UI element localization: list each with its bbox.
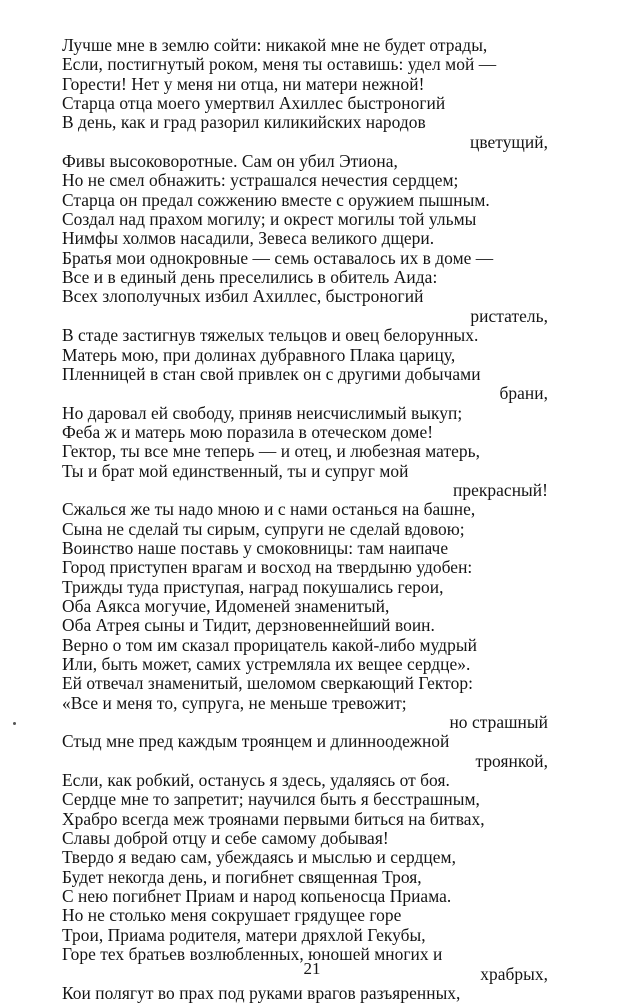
poem-line: Пленницей в стан свой привлек он с другими добычами [62,363,481,384]
poem-line: Лучше мне в землю сойти: никакой мне не будет отрады, [62,35,488,55]
poem-line: Горе тех братьев возлюбленных, юношей многих и [62,944,443,965]
poem-line: Феба ж и матерь мою поразила в отеческом доме! [62,421,434,442]
poem-line: Сжалься же ты надо мною и с нами останься на башне, [62,499,476,520]
poem-line: Оба Атрея сыны и Тидит, дерзновеннейший воин. [62,615,435,636]
poem-line: Всех злополучных избил Ахиллес, быстроногий [62,286,424,307]
poem-line: Верно о том им сказал прорицатель какой-либо мудрый [62,634,477,655]
poem-line: Будет некогда день, и погибнет священная Троя, [62,866,422,887]
poem-line-continuation: ристатель, [470,305,548,326]
scan-speck [13,722,16,725]
poem-line: Но не смел обнажить: устрашался нечестия сердцем; [62,170,459,191]
poem-line-continuation: цветущий, [469,131,548,152]
poem-line: Трои, Приама родителя, матери дряхлой Гекубы, [62,924,426,945]
poem-line: Гектор, ты все мне теперь — и отец, и любезная матерь, [62,441,481,462]
poem-line: Кои полягут во прах под руками врагов разъяренных, [62,982,461,1003]
poem-line: Старца он предал сожжению вместе с оружием пышным. [62,189,490,210]
poem-line: Стыд мне пред каждым троянцем и длинноодежной [62,731,450,752]
poem-line: Твердо я ведаю сам, убеждаясь и мыслью и сердцем, [62,847,456,868]
poem-line: Старца отца моего умертвил Ахиллес быстроногий [62,93,446,114]
poem-line: Сына не сделай ты сирым, супруги не сделай вдовою; [62,518,465,539]
poem-line: Все и в единый день преселились в обитель Аида: [62,267,438,288]
poem-line: Фивы высоковоротные. Сам он убил Этиона, [62,151,398,172]
poem-line: Если, постигнутый роком, меня ты оставишь: удел мой — [62,54,497,75]
poem-line: Воинство наше поставь у смоковницы: там наипаче [62,537,449,558]
poem-line: Ей отвечал знаменитый, шеломом сверкающий Гектор: [62,673,473,694]
poem-line: Но не столько меня сокрушает грядущее горе [62,905,402,926]
poem-line: Но даровал ей свободу, приняв неисчислимый выкуп; [62,402,463,423]
poem-line-continuation: храбрых, [480,963,548,984]
poem-line: С нею погибнет Приам и народ копьеносца Приама. [62,886,452,907]
poem-line-continuation: прекрасный! [453,479,548,500]
poem-line: «Все и меня то, супруга, не меньше тревожит; [62,692,407,713]
poem-line: Горести! Нет у меня ни отца, ни матери нежной! [62,73,425,94]
poem-line: Сердце мне то запретит; научился быть я бесстрашным, [62,789,480,810]
poem-text-block [62,36,548,1003]
poem-line-continuation: но страшный [449,712,548,733]
poem-line: Храбро всегда меж троянами первыми биться на битвах, [62,808,485,829]
poem-line-continuation: троянкой, [475,750,548,771]
poem-line: Оба Аякса могучие, Идоменей знаменитый, [62,595,390,616]
poem-line: Трижды туда приступая, наград покушались герои, [62,576,444,597]
poem-line: Нимфы холмов насадили, Зевеса великого дщери. [62,228,435,249]
page-number: 21 [303,959,321,978]
poem-line: Город приступен врагам и восход на твердыню удобен: [62,557,473,578]
poem-line: Создал над прахом могилу; и окрест могилы той ульмы [62,209,477,230]
poem-line: Или, быть может, самих устремляла их вещее сердце». [62,654,471,674]
poem-line: Славы доброй отцу и себе самому добывая! [62,828,389,849]
poem-line-continuation: брани, [499,383,548,404]
poem-line: В стаде застигнув тяжелых тельцов и овец белорунных. [62,325,479,346]
poem-line: Матерь мою, при долинах дубравного Плака царицу, [62,344,456,365]
poem-line: Братья мои однокровные — семь оставалось их в доме — [62,247,494,268]
poem-line: Если, как робкий, останусь я здесь, удаляясь от боя. [62,770,450,791]
poem-line: В день, как и град разорил киликийских народов [62,112,426,133]
poem-line: Ты и брат мой единственный, ты и супруг мой [62,460,409,481]
